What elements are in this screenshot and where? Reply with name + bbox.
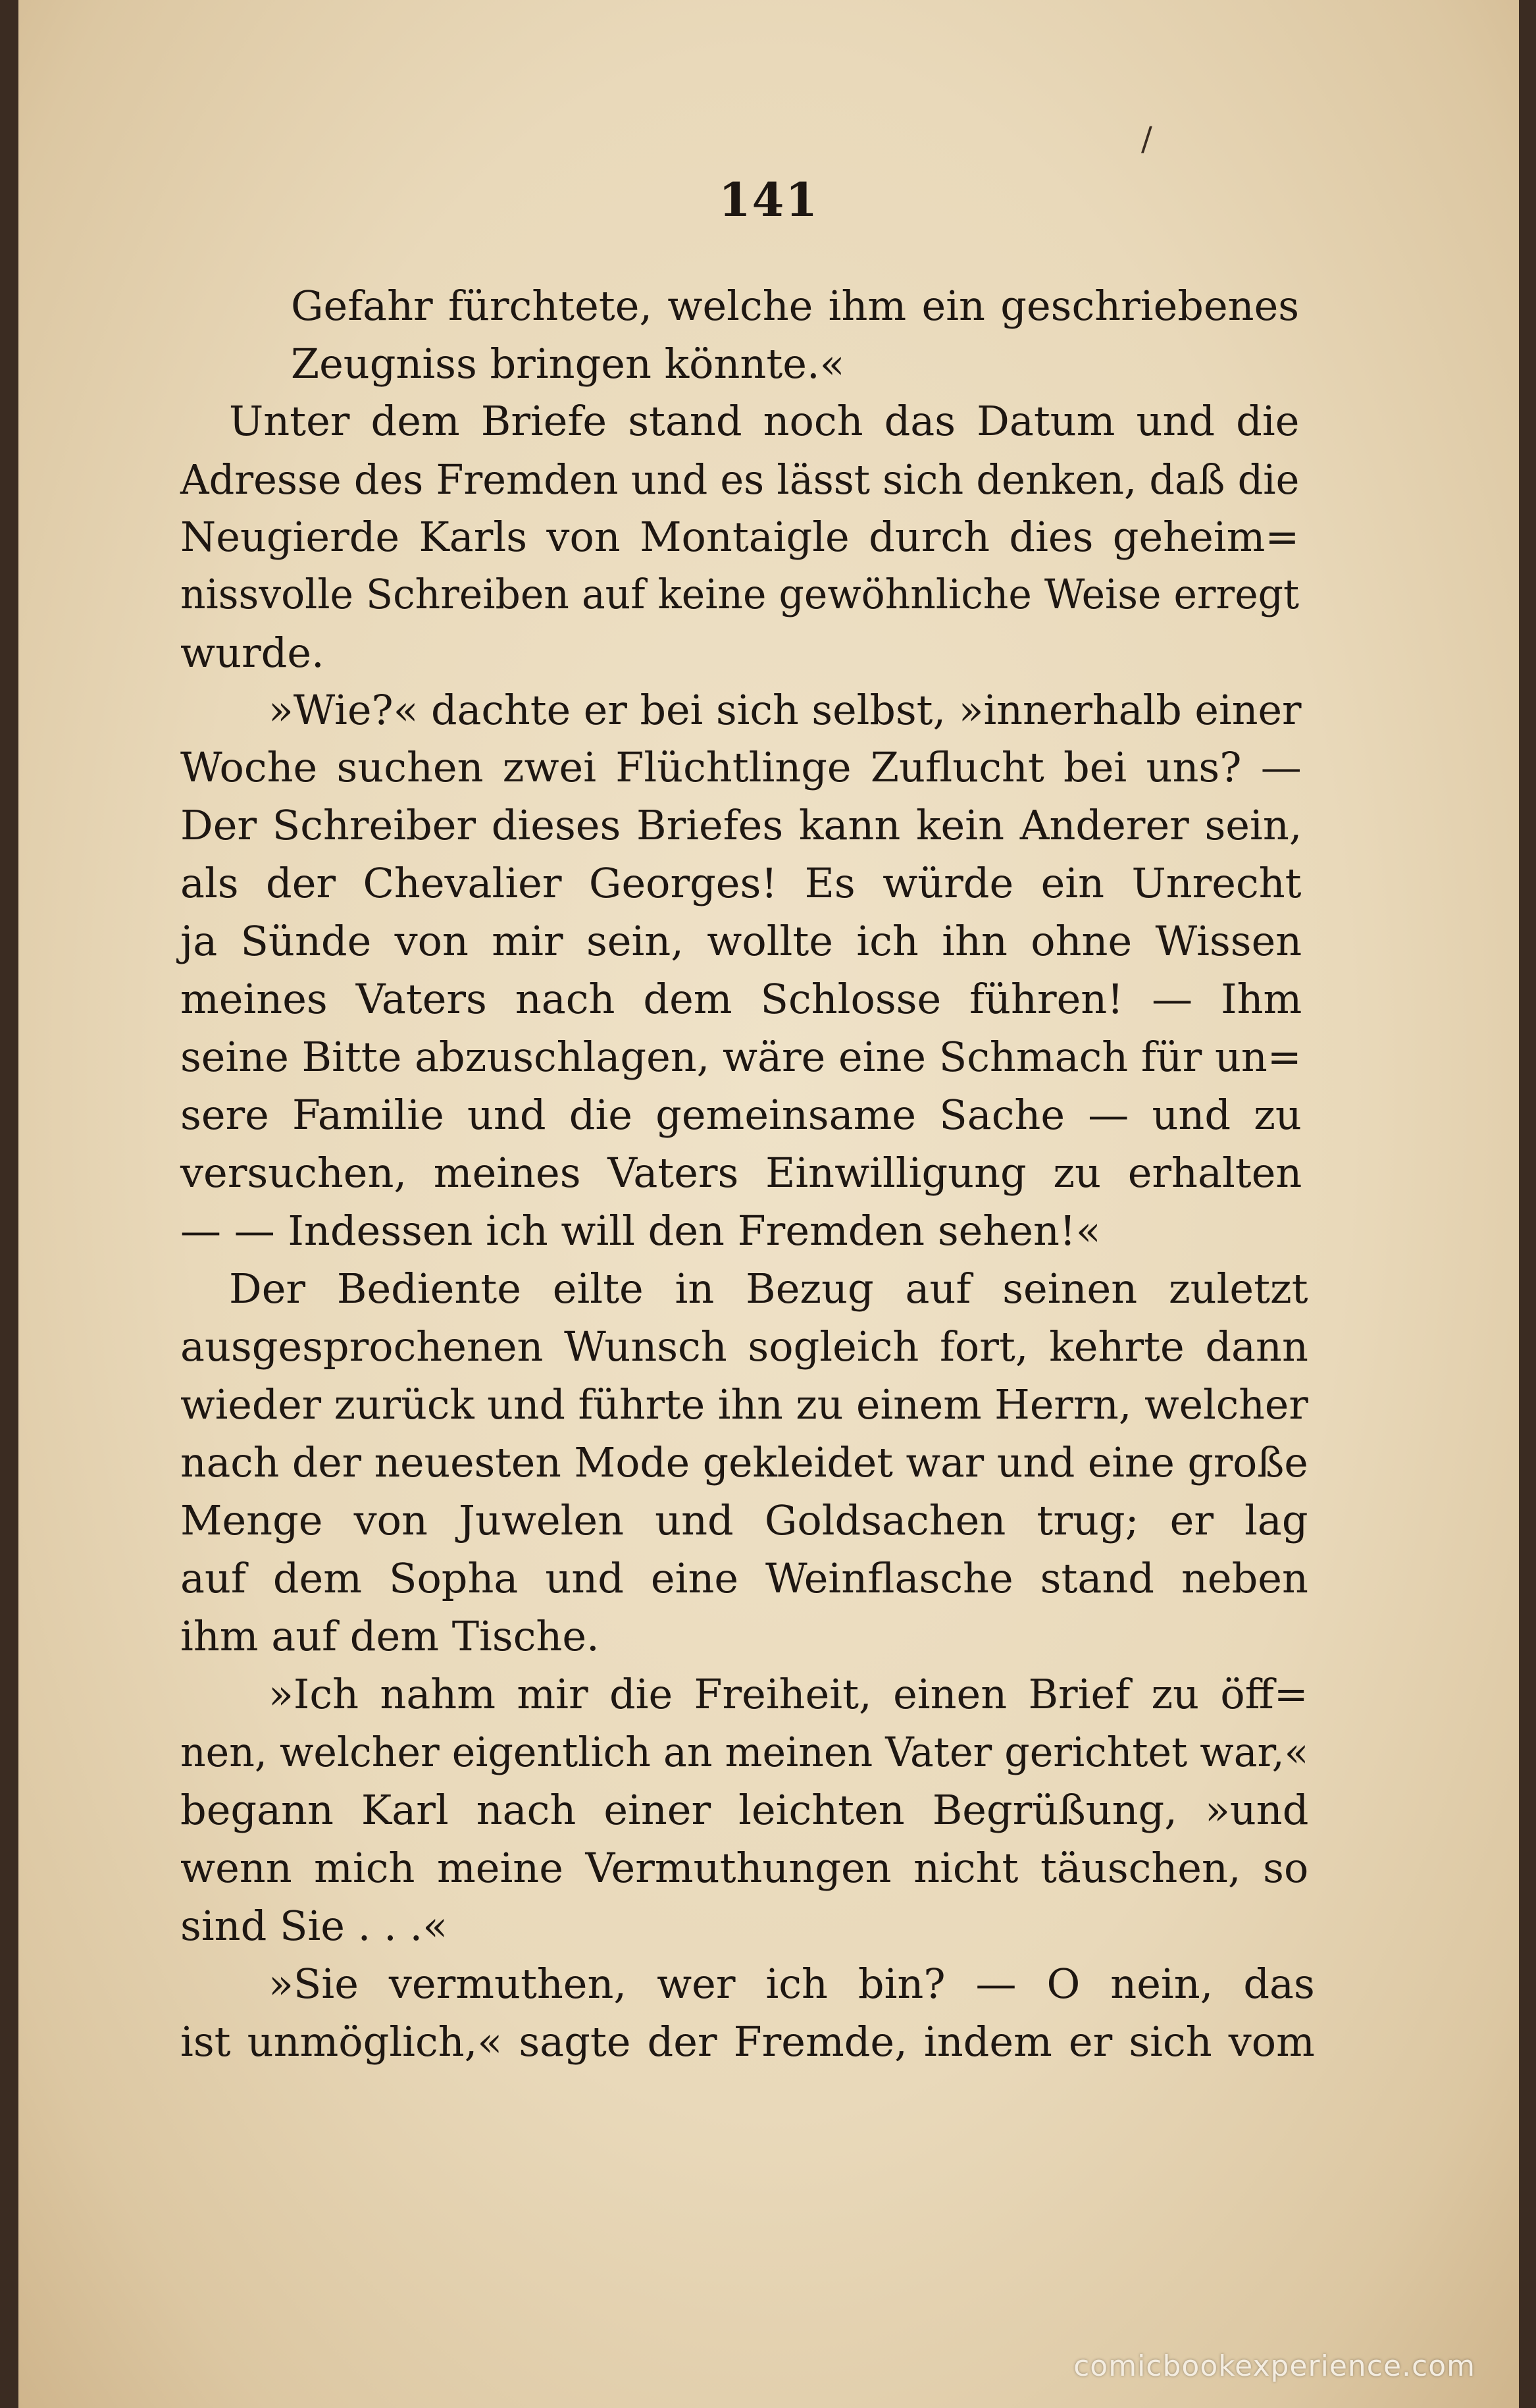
- text-line: nissvolle Schreiben auf keine gewöhnliche Weise erregt: [180, 570, 1300, 618]
- text-line: Zeugniss bringen könnte.«: [291, 340, 845, 388]
- text-line: Menge von Juwelen und Goldsachen trug; er lag: [180, 1496, 1308, 1544]
- text-line: sere Familie und die gemeinsame Sache — und zu: [180, 1091, 1302, 1139]
- text-line: nach der neuesten Mode gekleidet war und eine große: [180, 1438, 1308, 1486]
- page-number: 141: [718, 172, 819, 227]
- book-page: [18, 0, 1519, 2408]
- text-line: ja Sünde von mir sein, wollte ich ihn ohne Wissen: [180, 917, 1302, 965]
- text-line: versuchen, meines Vaters Einwilligung zu erhalten: [180, 1149, 1302, 1197]
- text-line: wurde.: [180, 629, 324, 677]
- text-line: Unter dem Briefe stand noch das Datum und die: [229, 397, 1300, 445]
- text-line: — — Indessen ich will den Fremden sehen!«: [180, 1207, 1101, 1255]
- text-line: Der Bediente eilte in Bezug auf seinen zuletzt: [229, 1265, 1308, 1313]
- text-line: seine Bitte abzuschlagen, wäre eine Schmach für un=: [180, 1033, 1302, 1081]
- text-line: Woche suchen zwei Flüchtlinge Zuflucht bei uns? —: [180, 743, 1302, 791]
- text-line: Der Schreiber dieses Briefes kann kein Anderer sein,: [180, 801, 1302, 849]
- text-line: wenn mich meine Vermuthungen nicht täuschen, so: [180, 1844, 1309, 1892]
- watermark: comicbookexperience.com: [1073, 2349, 1475, 2383]
- text-line: Gefahr fürchtete, welche ihm ein geschriebenes: [291, 282, 1300, 330]
- text-line: nen, welcher eigentlich an meinen Vater gerichtet war,«: [180, 1728, 1309, 1776]
- text-line: sind Sie . . .«: [180, 1902, 448, 1950]
- text-line: ist unmöglich,« sagte der Fremde, indem er sich vom: [180, 2018, 1315, 2066]
- text-line: Adresse des Fremden und es lässt sich denken, daß die: [180, 456, 1300, 504]
- text-line: »Sie vermuthen, wer ich bin? — O nein, das: [269, 1960, 1315, 2008]
- text-line: begann Karl nach einer leichten Begrüßung, »und: [180, 1786, 1309, 1834]
- text-line: »Ich nahm mir die Freiheit, einen Brief zu öff=: [269, 1670, 1308, 1718]
- text-line: auf dem Sopha und eine Weinflasche stand neben: [180, 1554, 1308, 1602]
- text-line: ausgesprochenen Wunsch sogleich fort, kehrte dann: [180, 1322, 1308, 1371]
- pencil-mark: /: [1141, 120, 1152, 158]
- text-line: wieder zurück und führte ihn zu einem Herrn, welcher: [180, 1380, 1308, 1428]
- text-line: meines Vaters nach dem Schlosse führen! — Ihm: [180, 975, 1302, 1023]
- text-line: ihm auf dem Tische.: [180, 1612, 600, 1660]
- page-body-text: [18, 0, 1519, 2408]
- text-line: als der Chevalier Georges! Es würde ein Unrecht: [180, 859, 1302, 907]
- text-line: »Wie?« dachte er bei sich selbst, »innerhalb einer: [269, 686, 1302, 734]
- text-line: Neugierde Karls von Montaigle durch dies geheim=: [180, 513, 1300, 561]
